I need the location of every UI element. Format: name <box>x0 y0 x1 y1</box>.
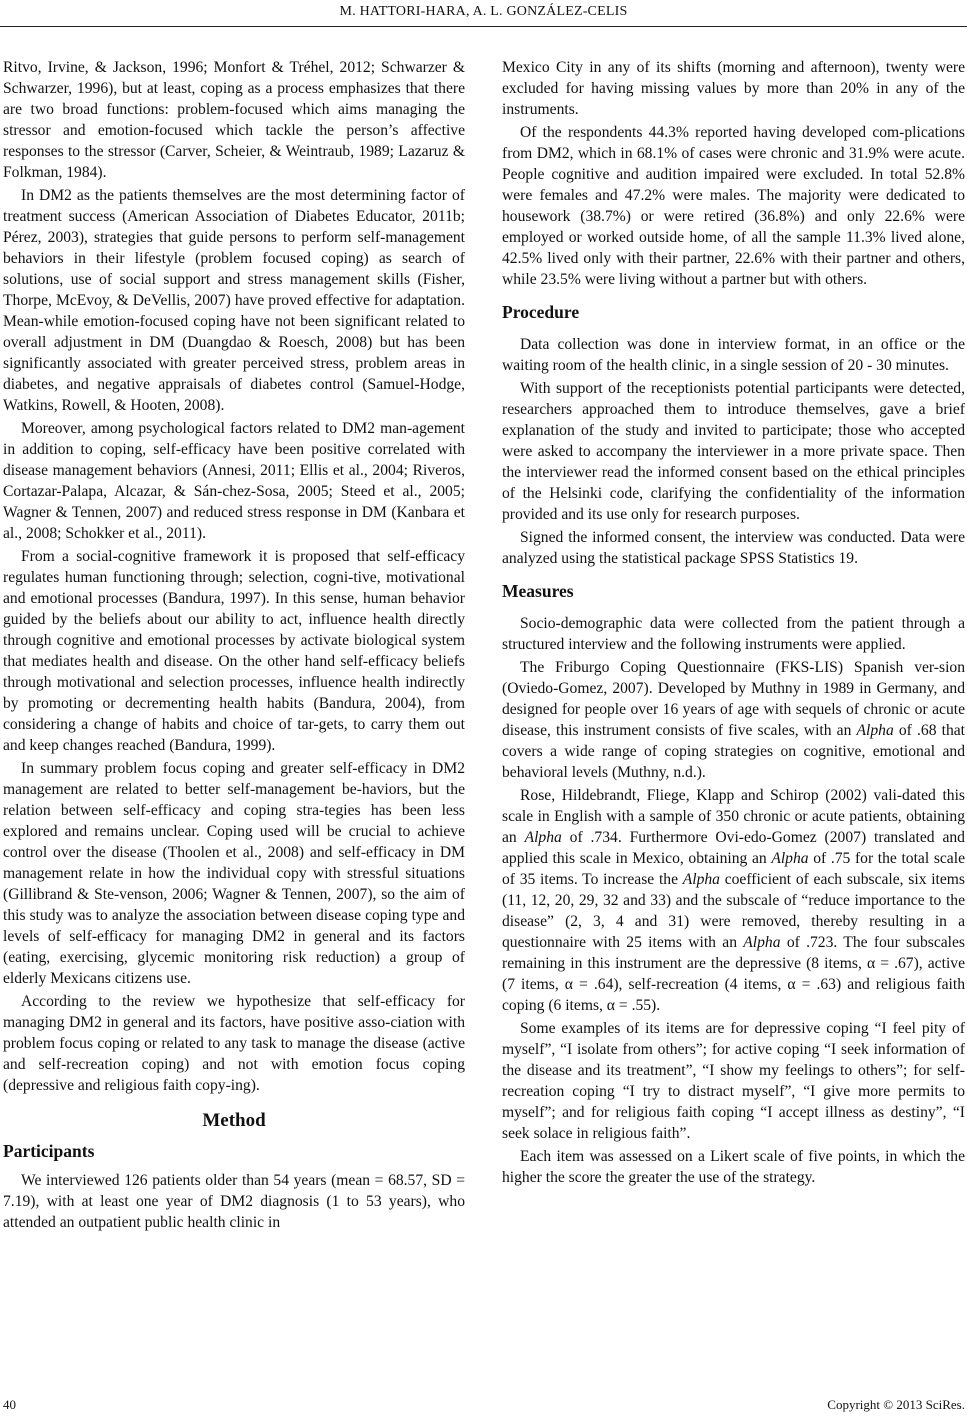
running-header: M. HATTORI-HARA, A. L. GONZÁLEZ-CELIS <box>339 4 628 19</box>
paragraph: Data collection was done in interview format, in an office or the waiting room of the health clinic, in a single session of 20 - 30 minutes. <box>502 336 965 374</box>
text-run: coefficient of each subscale, six items (11, 12, 20, 29, 32 and 33) and the subscale of “reduce importance to the disease” (2, 3, 4 and 31) were removed, thereby resulting in a questionnaire with 25 items with an <box>502 871 966 951</box>
paragraph: In summary problem focus coping and greater self-efficacy in DM2 management are related to better self-management be-haviors, but the relation between self-efficacy and coping stra-tegies has been less explored and remains unclear. Coping used will be crucial to achieve control over the disease (Thoolen et al., 2008) and self-efficacy in DM management relate in how the individual copy with stressful situations (Gillibrand & Ste-venson, 2006; Wagner & Tennen, 2007), so the aim of this study was to analyze the association between disease coping type and levels of self-efficacy for managing DM2 in general and its factors (eating, exercising, glycemic monitoring risk reduction) a group of elderly Mexicans citizens use. <box>3 760 465 987</box>
paragraph: From a social-cognitive framework it is proposed that self-efficacy regulates human functioning through; selection, cogni-tive, motivational and emotional processes (Bandura, 1997). In this sense, human behavior guided by the beliefs about our ability to act, influence health directly through cognitive and emotional processes by activate biological system that mediates health and disease. On the other hand self-efficacy beliefs through motivational and selection processes, influence health indirectly by promoting or decrementing health habits (Bandura, 2004), from considering a change of habits and choice of tar-gets, to carry them out and keep changes reached (Bandura, 1999). <box>3 548 465 754</box>
paragraph <box>502 657 965 783</box>
page-number: 40 <box>3 1397 16 1412</box>
alpha-term: Alpha <box>771 850 809 867</box>
paragraph: Each item was assessed on a Likert scale of five points, in which the higher the score the greater the use of the strategy. <box>502 1148 965 1186</box>
paragraph: Socio-demographic data were collected from the patient through a structured interview and the following instruments were applied. <box>502 615 965 653</box>
paragraph: Moreover, among psychological factors related to DM2 man-agement in addition to coping, self-efficacy have been positive correlated with disease management behaviors (Annesi, 2011; Ellis et al., 2004; Riveros, Cortazar-Palapa, Alcazar, & Sán-chez-Sosa, 2005; Steed et al., 2005; Wagner & Tennen, 2007) and reduced stress response in DM (Kanbara et al., 2008; Schokker et al., 2011). <box>3 420 465 542</box>
alpha-term: Alpha <box>743 934 781 951</box>
text-run: The Friburgo Coping Questionnaire (FKS-LIS) Spanish ver-sion (Oviedo-Gomez, 2007). Developed by Muthny in 1989 in Germany, and designed for people over 16 years of age with sequels of chronic or acute disease, this instrument consists of five scales, with an <box>502 659 965 739</box>
paragraph: We interviewed 126 patients older than 54 years (mean = 68.57, SD = 7.19), with at least one year of DM2 diagnosis (1 to 53 years), who attended an outpatient public health clinic in <box>3 1172 465 1231</box>
text-run: of .68 that covers a wide range of coping strategies on cognitive, emotional and behavioral levels (Muthny, n.d.). <box>502 722 965 781</box>
left-column <box>3 57 465 1235</box>
text-run: of .75 for the total scale of 35 items. To increase the <box>502 850 965 888</box>
alpha-term: Alpha <box>682 871 720 888</box>
alpha-term: Alpha <box>524 829 562 846</box>
paragraph: In DM2 as the patients themselves are the most determining factor of treatment success (American Association of Diabetes Educator, 2011b; Pérez, 2003), strategies that guide persons to perform self-management behaviors in their lifestyle (problem focused coping) as search of solutions, use of social support and stress management skills (Fisher, Thorpe, McEvoy, & DeVellis, 2007) have proved effective for adaptation. Mean-while emotion-focused coping have not been significant related to overall adjustment in DM (Duangdao & Roesch, 2008) but has been significantly associated with greater perceived stress, problem areas in diabetes, and negative appraisals of diabetes control (Samuel-Hodge, Watkins, Rowell, & Hooten, 2008). <box>3 187 465 414</box>
text-run: Rose, Hildebrandt, Fliege, Klapp and Schirop (2002) vali-dated this scale in English with a sample of 350 chronic or acute patients, obtaining an <box>502 787 965 846</box>
measures-heading: Measures <box>502 581 574 601</box>
copyright-notice: Copyright © 2013 SciRes. <box>827 1397 965 1412</box>
method-heading: Method <box>202 1110 266 1131</box>
alpha-term: Alpha <box>856 722 894 739</box>
paragraph: Of the respondents 44.3% reported having developed com-plications from DM2, which in 68.1% of cases were chronic and 31.9% were acute. People cognitive and audition impaired were excluded. In total 52.8% were females and 47.2% were males. The majority were dedicated to housework (38.7%) or were retired (36.8%) and only 22.6% were employed or worked outside home, of all the sample 11.3% lived alone, 42.5% lived only with their partner, 22.6% with their partner and others, while 23.5% were living without a partner but with others. <box>502 124 965 288</box>
paragraph: Signed the informed consent, the interview was conducted. Data were analyzed using the statistical package SPSS Statistics 19. <box>502 529 965 567</box>
paragraph: Ritvo, Irvine, & Jackson, 1996; Monfort & Tréhel, 2012; Schwarzer & Schwarzer, 1996), but at least, coping as a process emphasizes that there are two broad functions: problem-focused which aims managing the stressor and emotion-focused which tackle the person’s affective responses to the stressor (Carver, Scheier, & Weintraub, 1989; Lazaruz & Folkman, 1984). <box>3 59 465 181</box>
text-run: of .734. Furthermore Ovi-edo-Gomez (2007) translated and applied this scale in Mexico, obtaining an <box>502 829 965 867</box>
paragraph <box>502 785 965 1016</box>
procedure-heading: Procedure <box>502 302 580 322</box>
paragraph: According to the review we hypothesize that self-efficacy for managing DM2 in general and its factors, have positive asso-ciation with problem focus coping or related to any task to manage the disease (active and self-recreation coping) and not with emotion focus coping (depressive and religious faith copy-ing). <box>3 993 465 1094</box>
participants-heading: Participants <box>3 1141 95 1161</box>
paragraph: Some examples of its items are for depressive coping “I feel pity of myself”, “I isolate from others”; for active coping “I seek information of the disease and its treatment”, “I show my feelings to others”; for self-recreation coping “I try to distract myself”, “I give more permits to myself”; and for religious faith coping “I accept illness as destiny”, “I seek solace in religious faith”. <box>502 1020 965 1142</box>
paragraph: Mexico City in any of its shifts (morning and afternoon), twenty were excluded for having missing values by more than 20% in any of the instruments. <box>502 59 965 118</box>
text-run: of .723. The four subscales remaining in this instrument are the depressive (8 items, α = .67), active (7 items, α = .64), self-recreation (4 items, α = .63) and religious faith coping (6 items, α = .55). <box>502 934 965 1014</box>
paragraph: With support of the receptionists potential participants were detected, researchers approached them to introduce themselves, gave a brief explanation of the study and invited to participate; those who accepted were asked to accompany the interviewer in a more private space. Then the interviewer read the informed consent based on the ethical principles of the Helsinki code, clarifying the confidentiality of the information provided and its use only for research purposes. <box>502 380 965 523</box>
header-rule <box>0 26 967 27</box>
right-column <box>502 57 965 1190</box>
